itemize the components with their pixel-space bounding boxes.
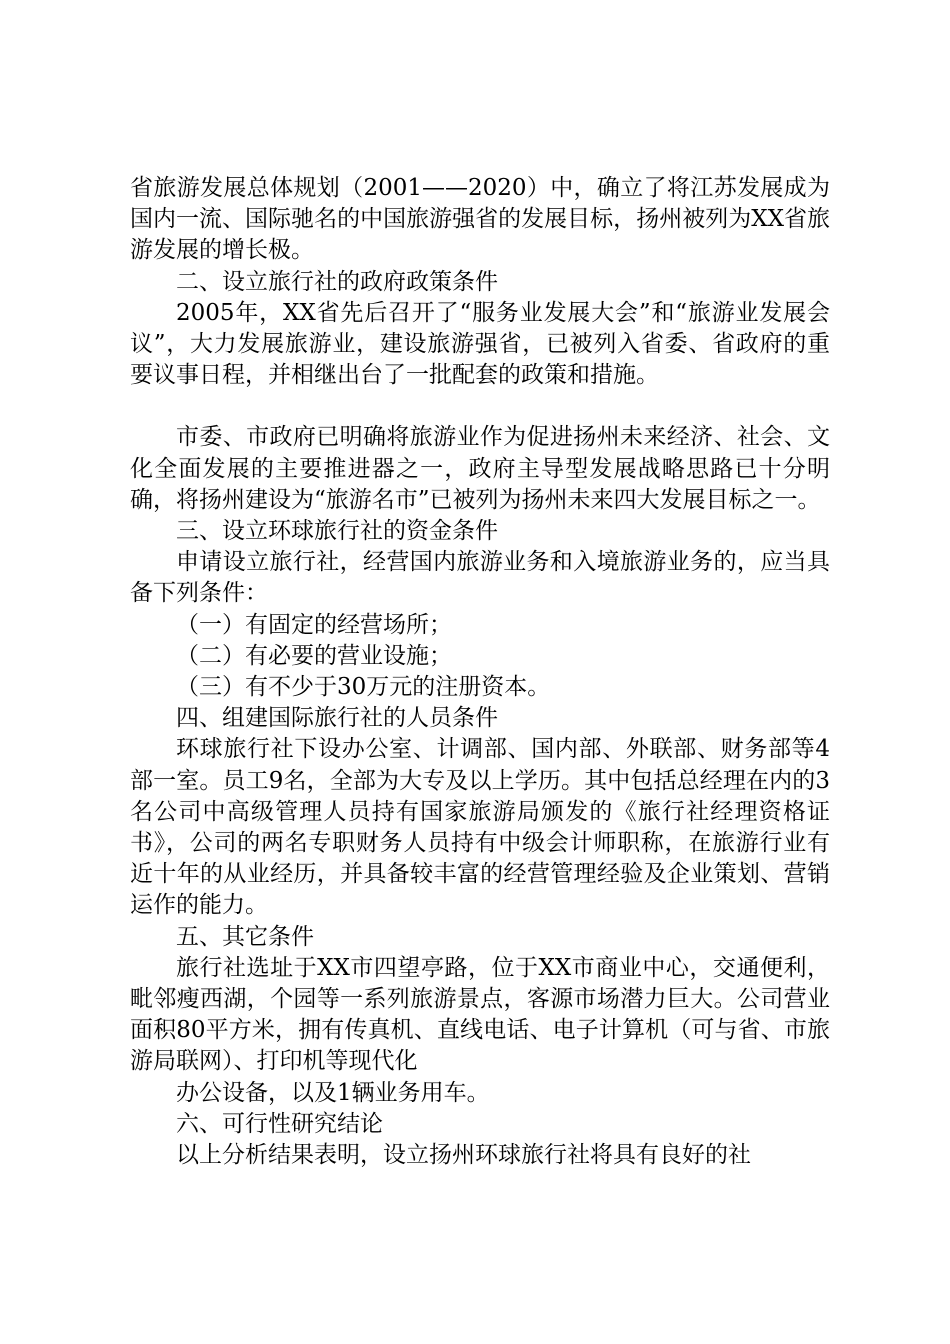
paragraph-location: 旅行社选址于XX市四望亭路，位于XX市商业中心，交通便利，毗邻瘦西湖，个园等一系列旅游景点，客源市场潜力巨大。公司营业面积80平方米，拥有传真机、直线电话、电子计算机（可与省、市旅游局联网）、打印机等现代化: [130, 954, 830, 1075]
section-heading-conclusion: 六、可行性研究结论: [176, 1110, 383, 1137]
section-heading-capital: 三、设立环球旅行社的资金条件: [176, 518, 498, 545]
list-item-facilities: （二）有必要的营业设施；: [176, 642, 452, 669]
paragraph-staff: 环球旅行社下设办公室、计调部、国内部、外联部、财务部等4部一室。员工9名，全部为大专及以上学历。其中包括总经理在内的3名公司中高级管理人员持有国家旅游局颁发的《旅行社经理资格证书》，公司的两名专职财务人员持有中级会计师职称，在旅游行业有近十年的从业经历，并具备较丰富的经营管理经验及企业策划、营销运作的能力。: [130, 736, 830, 919]
list-item-premises: （一）有固定的经营场所；: [176, 611, 452, 638]
paragraph-conclusion: 以上分析结果表明，设立扬州环球旅行社将具有良好的社: [176, 1142, 751, 1169]
paragraph-city-policy: 市委、市政府已明确将旅游业作为促进扬州未来经济、社会、文化全面发展的主要推进器之一，政府主导型发展战略思路已十分明确，将扬州建设为“旅游名市”已被列为扬州未来四大发展目标之一。: [130, 424, 830, 513]
paragraph-equipment: 办公设备，以及1辆业务用车。: [176, 1079, 490, 1106]
list-item-capital: （三）有不少于30万元的注册资本。: [176, 674, 551, 701]
section-heading-policy: 二、设立旅行社的政府政策条件: [176, 268, 498, 295]
paragraph-gap: [130, 391, 830, 422]
paragraph-capital-conditions: 申请设立旅行社，经营国内旅游业务和入境旅游业务的，应当具备下列条件：: [130, 549, 830, 607]
document-page: [130, 173, 830, 1171]
section-heading-staff: 四、组建国际旅行社的人员条件: [176, 705, 498, 732]
paragraph-province-policy: 2005年，XX省先后召开了“服务业发展大会”和“旅游业发展会议”，大力发展旅游业，建设旅游强省，已被列入省委、省政府的重要议事日程，并相继出台了一批配套的政策和措施。: [130, 299, 830, 389]
section-heading-other: 五、其它条件: [176, 923, 314, 950]
paragraph-plan-intro: 省旅游发展总体规划（2001——2020）中，确立了将江苏发展成为国内一流、国际驰名的中国旅游强省的发展目标，扬州被列为XX省旅游发展的增长极。: [130, 175, 830, 264]
